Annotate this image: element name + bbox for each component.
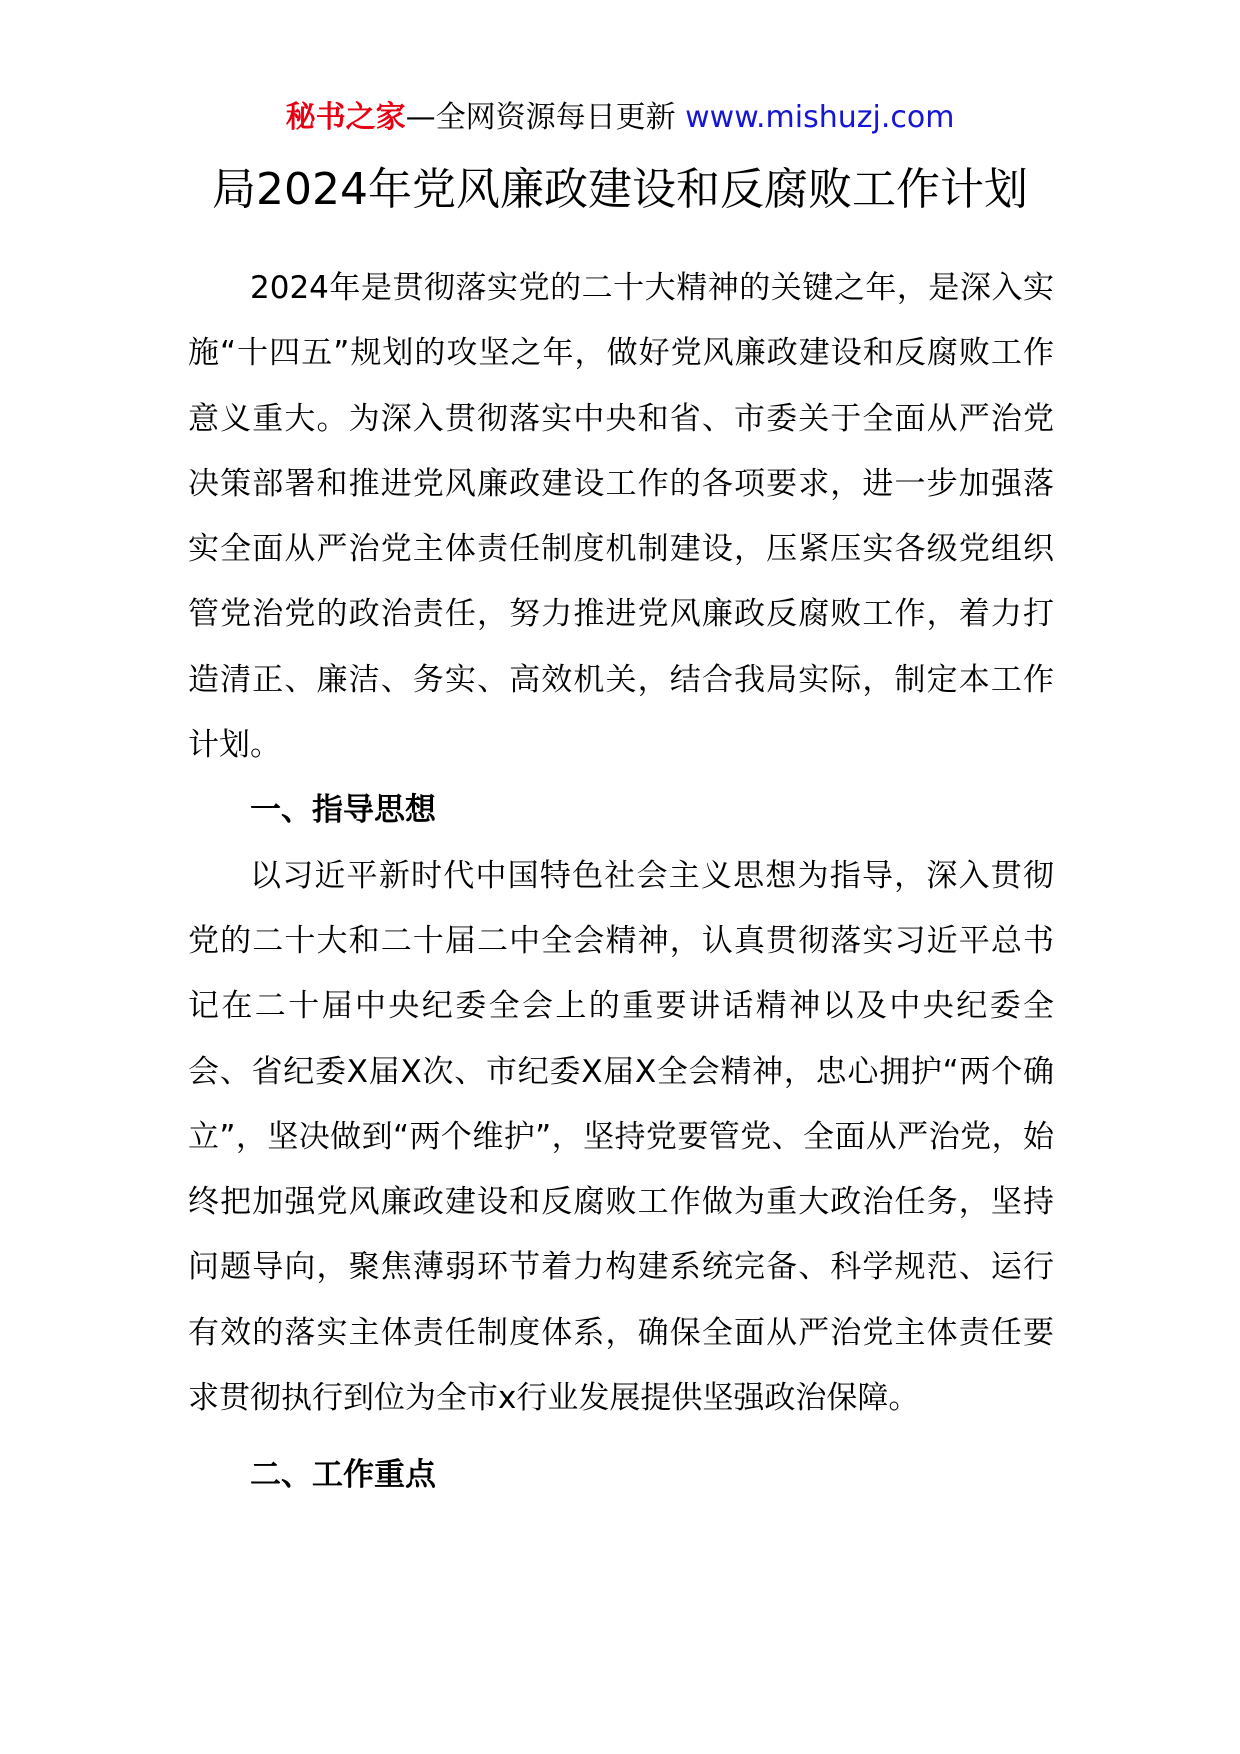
intro-paragraph: 2024年是贯彻落实党的二十大精神的关键之年，是深入实施“十四五”规划的攻坚之年，做好党风廉政建设和反腐败工作意义重大。为深入贯彻落实中央和省、市委关于全面从严治党决策部署和推进党风廉政建设工作的各项要求，进一步加强落实全面从严治党主体责任制度机制建设，压紧压实各级党组织管党治党的政治责任，努力推进党风廉政反腐败工作，着力打造清正、廉洁、务实、高效机关，结合我局实际，制定本工作计划。	[188, 270, 1054, 764]
section-heading-work-priorities: 二、工作重点	[250, 1457, 436, 1494]
document-title: 局2024年党风廉政建设和反腐败工作计划	[212, 164, 1028, 215]
site-url-link[interactable]: www.mishuzj.com	[685, 100, 955, 135]
site-header	[0, 98, 1240, 138]
site-slogan: —全网资源每日更新	[405, 100, 676, 135]
brand-name: 秘书之家	[285, 100, 406, 135]
guiding-ideology-paragraph: 以习近平新时代中国特色社会主义思想为指导，深入贯彻党的二十大和二十届二中全会精神，认真贯彻落实习近平总书记在二十届中央纪委全会上的重要讲话精神以及中央纪委全会、省纪委X届X次、市纪委X届X全会精神，忠心拥护“两个确立”，坚决做到“两个维护”，坚持党要管党、全面从严治党，始终把加强党风廉政建设和反腐败工作做为重大政治任务，坚持问题导向，聚焦薄弱环节着力构建系统完备、科学规范、运行有效的落实主体责任制度体系，确保全面从严治党主体责任要求贯彻执行到位为全市x行业发展提供坚强政治保障。	[188, 857, 1054, 1417]
section-spacer	[188, 1431, 1054, 1443]
document-body	[188, 256, 1054, 1509]
section-heading-guiding-ideology: 一、指导思想	[250, 792, 436, 829]
